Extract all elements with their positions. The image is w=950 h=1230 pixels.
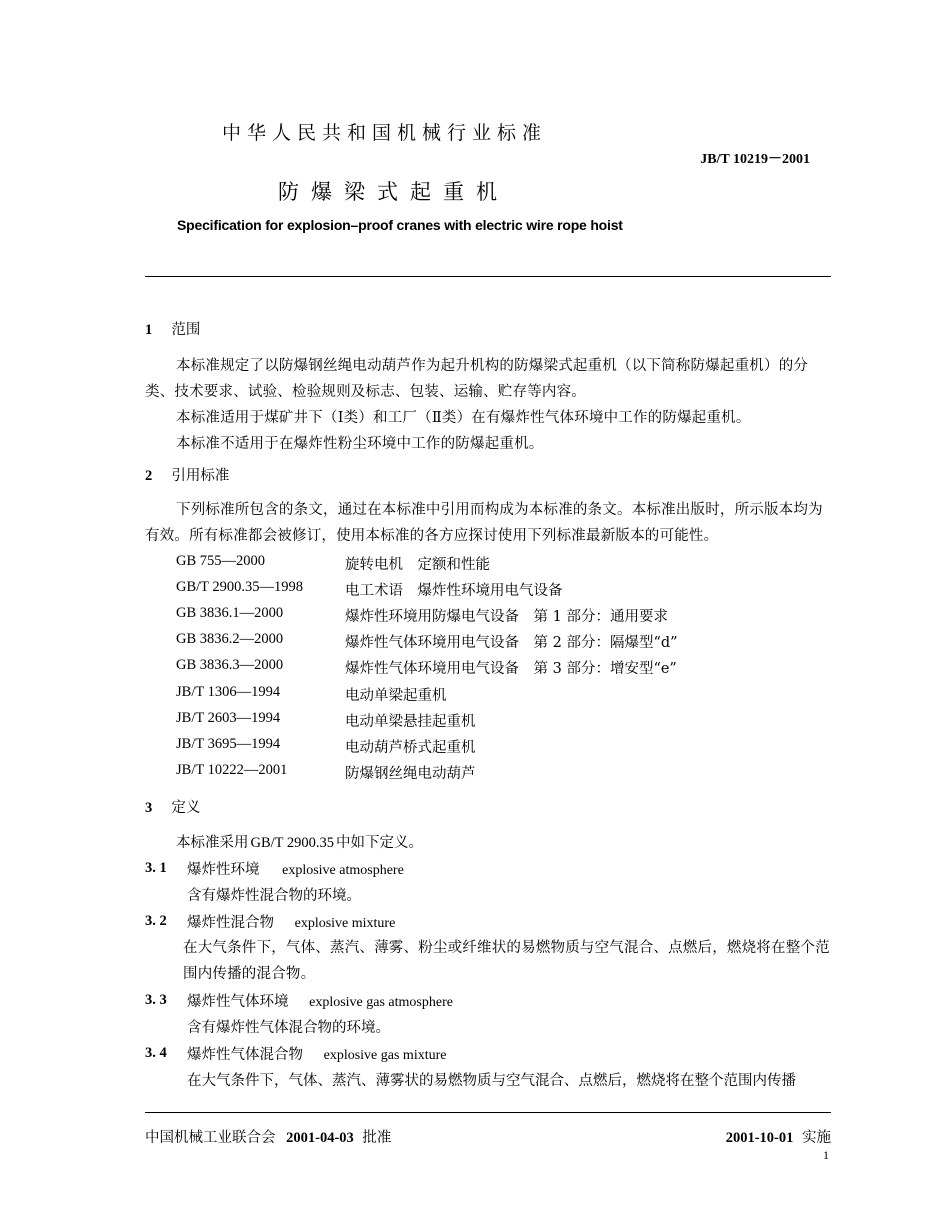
definition-body: 含有爆炸性气体混合物的环境。 — [187, 1020, 390, 1036]
term-en: explosive gas atmosphere — [309, 995, 453, 1010]
section-1-heading — [145, 318, 200, 339]
section-number: 3 — [145, 800, 153, 816]
ref-code: JB/T 1306—1994 — [176, 684, 281, 700]
definition-term — [187, 990, 453, 1011]
term-cn: 爆炸性混合物 — [187, 915, 274, 931]
section-number: 2 — [145, 468, 153, 484]
ref-code: GB 3836.3—2000 — [176, 657, 284, 673]
ref-code: GB/T 2900.35—1998 — [176, 579, 304, 595]
implementation-date: 2001-10-01 — [725, 1130, 794, 1146]
ref-code: JB/T 3695—1994 — [176, 736, 281, 752]
ref-title: 电动单梁起重机 — [345, 688, 447, 704]
ref-title: 爆炸性气体环境用电气设备 第 2 部分：隔爆型“d” — [345, 635, 678, 651]
section-2-paragraph: 下列标准所包含的条文，通过在本标准中引用而构成为本标准的条文。本标准出版时，所示版本均为有效。所有标准都会被修订，使用本标准的各方应探讨使用下列标准最新版本的可能性。 — [145, 502, 823, 544]
ref-code: GB 3836.2—2000 — [176, 631, 284, 647]
definition-number: 3. 4 — [145, 1045, 167, 1061]
document-title-english: Specification for explosion–proof cranes with electric wire rope hoist — [177, 217, 623, 233]
definition-number: 3. 2 — [145, 913, 167, 929]
ref-title: 电工术语 爆炸性环境用电气设备 — [345, 583, 563, 599]
document-title: 防爆梁式起重机 — [278, 180, 509, 204]
section-1-paragraph-2: 本标准适用于煤矿井下（Ⅰ类）和工厂（Ⅱ类）在有爆炸性气体环境中工作的防爆起重机。 — [176, 410, 751, 426]
ref-title: 旋转电机 定额和性能 — [345, 557, 490, 573]
footer-divider — [145, 1112, 831, 1113]
ref-code: GB 3836.1—2000 — [176, 605, 284, 621]
ref-title: 爆炸性环境用防爆电气设备 第 1 部分：通用要求 — [345, 609, 668, 625]
implementation-label: 实施 — [802, 1130, 831, 1146]
definition-body: 含有爆炸性混合物的环境。 — [187, 888, 361, 904]
ref-title: 电动葫芦桥式起重机 — [345, 740, 476, 756]
ref-code: GB 755—2000 — [176, 553, 266, 569]
section-2-heading — [145, 464, 229, 485]
section-number: 1 — [145, 322, 153, 338]
section-1-paragraph-3: 本标准不适用于在爆炸性粉尘环境中工作的防爆起重机。 — [176, 436, 544, 452]
definition-term — [187, 911, 395, 932]
approval-line — [145, 1126, 391, 1147]
ref-code: JB/T 10222—2001 — [176, 762, 288, 778]
approval-date: 2001-04-03 — [286, 1130, 354, 1146]
section-3-heading — [145, 796, 200, 817]
ref-title: 电动单梁悬挂起重机 — [345, 714, 476, 730]
definition-body: 在大气条件下，气体、蒸汽、薄雾、粉尘或纤维状的易燃物质与空气混合、点燃后，燃烧将在整个范围内传播的混合物。 — [183, 940, 830, 982]
standard-number: JB/T 10219－2001 — [700, 152, 810, 167]
section-title: 引用标准 — [171, 468, 230, 484]
ref-code: JB/T 2603—1994 — [176, 710, 281, 726]
section-3-intro — [176, 831, 423, 852]
section-1-paragraph-1: 本标准规定了以防爆钢丝绳电动葫芦作为起升机构的防爆梁式起重机（以下简称防爆起重机）的分类、技术要求、试验、检验规则及标志、包装、运输、贮存等内容。 — [145, 358, 809, 400]
term-en: explosive mixture — [294, 916, 396, 931]
approval-label: 批准 — [362, 1130, 392, 1146]
definition-term — [187, 858, 404, 879]
implementation-line — [726, 1126, 831, 1147]
intro-text-post: 中如下定义。 — [336, 835, 424, 851]
intro-standard-code: GB/T 2900.35 — [250, 835, 335, 851]
ref-title: 防爆钢丝绳电动葫芦 — [345, 766, 476, 782]
term-en: explosive atmosphere — [282, 863, 404, 878]
page-number: 1 — [823, 1148, 829, 1162]
definition-number: 3. 3 — [145, 992, 167, 1008]
issuing-body: 中国机械工业联合会 — [145, 1130, 276, 1146]
section-title: 定义 — [171, 800, 201, 816]
ref-title: 爆炸性气体环境用电气设备 第 3 部分：增安型“e” — [345, 661, 677, 677]
header-divider — [145, 276, 831, 277]
definition-body: 在大气条件下，气体、蒸汽、薄雾状的易燃物质与空气混合、点燃后，燃烧将在整个范围内传播 — [187, 1073, 796, 1089]
intro-text-pre: 本标准采用 — [176, 835, 249, 851]
term-cn: 爆炸性气体混合物 — [187, 1047, 303, 1063]
term-cn: 爆炸性环境 — [187, 862, 260, 878]
term-en: explosive gas mixture — [323, 1048, 447, 1063]
section-title: 范围 — [171, 322, 201, 338]
definition-number: 3. 1 — [145, 860, 167, 876]
standard-category-title: 中华人民共和国机械行业标准 — [222, 122, 548, 144]
term-cn: 爆炸性气体环境 — [187, 994, 289, 1010]
definition-term — [187, 1043, 446, 1064]
